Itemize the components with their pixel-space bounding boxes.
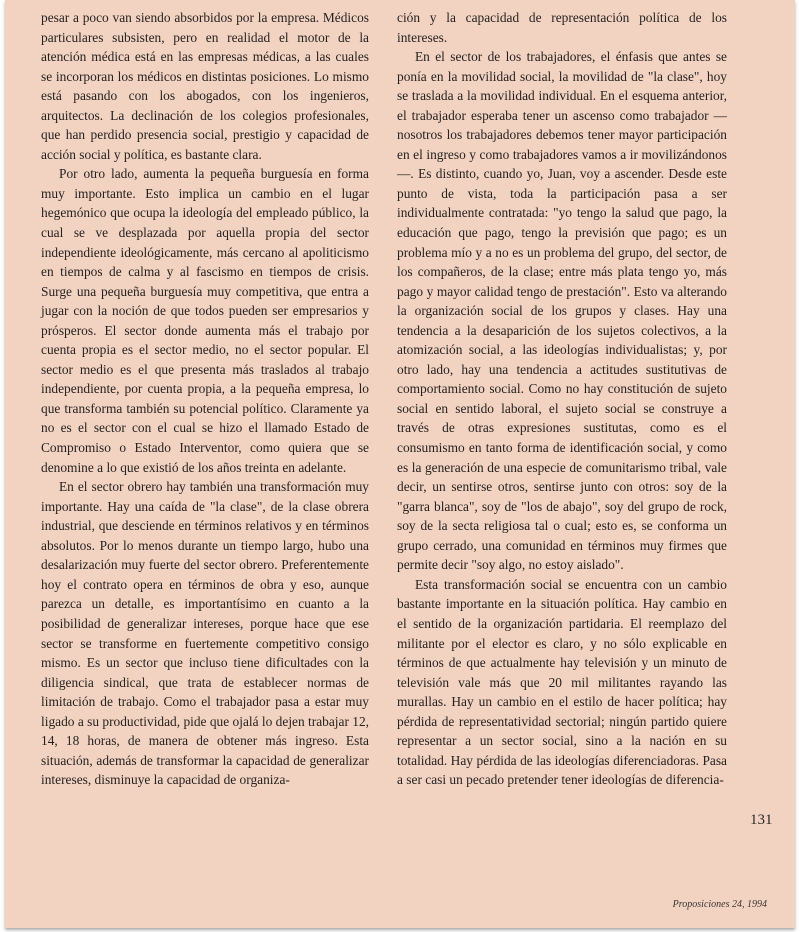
paragraph: Por otro lado, aumenta la pequeña burguesía en forma muy importante. Esto implica un cambio en el lugar hegemónico que ocupa la ideología del empleado público, la cual se ve desplazada por aquella propia del sector independiente ideológicamente, más cercano al apoliticismo en tiempos de calma y al fascismo en tiempos de crisis. Surge una pequeña burguesía muy competitiva, que entra a jugar con la noción de que todos pueden ser empresarios y prósperos. El sector donde aumenta más el trabajo por cuenta propia es el sector medio, no el sector popular. El sector medio es el que presenta más traslados al trabajo independiente, por cuenta propia, a la pequeña empresa, lo que transforma también su potencial político. Claramente ya no es el sector con el cual se hizo el llamado Estado de Compromiso o Estado Interventor, como quiera que se denomine a lo que existió de los años treinta en adelante. bbox=[41, 166, 369, 475]
left-text-column bbox=[41, 8, 369, 790]
paragraph: pesar a poco van siendo absorbidos por la empresa. Médicos particulares subsisten, pero en realidad el motor de la atención médica está en las empresas médicas, a las cuales se incorporan los médicos en distintas posiciones. Lo mismo está pasando con los abogados, con los ingenieros, arquitectos. La declinación de los colegios profesionales, que han perdido presencia social, prestigio y capacidad de acción social y política, es bastante clara. bbox=[41, 10, 369, 162]
document-page bbox=[5, 0, 795, 928]
paragraph: Esta transformación social se encuentra con un cambio bastante importante en la situación política. Hay cambio en el sentido de la organización partidaria. El reemplazo del militante por el elector es claro, y no sólo explicable en términos de que actualmente hay televisión y un minuto de televisión vale más que 20 mil militantes rayando las murallas. Hay un cambio en el estilo de hacer política; hay pérdida de representatividad sectorial; ningún partido quiere representar a un sector social, sino a la nación en su totalidad. Hay pérdida de las ideologías diferenciadoras. Pasa a ser casi un pecado pretender tener ideologías de diferencia- bbox=[397, 576, 727, 788]
paragraph: En el sector obrero hay también una transformación muy importante. Hay una caída de "la clase", de la clase obrera industrial, que desciende en términos relativos y en términos absolutos. Por lo menos durante un tiempo largo, hubo una desalarización muy fuerte del sector obrero. Preferentemente hoy el contrato opera en términos de obra y eso, aunque parezca un detalle, es importantísimo en cuanto a la posibilidad de generalizar intereses, porque hace que ese sector se transforme en fuertemente competitivo consigo mismo. Es un sector que incluso tiene dificultades con la diligencia sindical, que trata de establecer normas de limitación de trabajo. Como el trabajador pasa a estar muy ligado a su productividad, pide que ojalá lo dejen trabajar 12, 14, 18 horas, de manera de obtener más ingreso. Esta situación, además de transformar la capacidad de generalizar intereses, disminuye la capacidad de organiza- bbox=[41, 479, 369, 788]
footer-citation: Proposiciones 24, 1994 bbox=[672, 899, 767, 910]
paragraph: ción y la capacidad de representación política de los intereses. bbox=[397, 10, 727, 45]
right-text-column bbox=[397, 8, 727, 790]
page-number: 131 bbox=[750, 812, 773, 828]
paragraph: En el sector de los trabajadores, el énfasis que antes se ponía en la movilidad social, la movilidad de "la clase", hoy se traslada a la movilidad individual. En el esquema anterior, el trabajador esperaba tener un ascenso como trabajador —nosotros los trabajadores debemos tener mayor participación en el ingreso y como trabajadores vamos a ir movilizándonos—. Es distinto, cuando yo, Juan, voy a ascender. Desde este punto de vista, toda la participación pasa a ser individualmente contratada: "yo tengo la salud que pago, la educación que pago, tengo la previsión que pago; es un problema mío y a no es un problema del grupo, del sector, de los compañeros, de la clase; entre más plata tengo yo, más pago y mayor calidad tengo de prestación". Esto va alterando la organización social de los grupos y clases. Hay una tendencia a la desaparición de los sujetos colectivos, a la atomización social, a las ideologías individualistas; y, por otro lado, hay una tendencia a actitudes sustitutivas de comportamiento social. Como no hay constitución de sujeto social en sentido laboral, el sujeto social se construye a través de otras expresiones sustitutas, como es el consumismo en tanto forma de identificación social, y como es la generación de una especie de comunitarismo tribal, vale decir, un sentirse otros, sentirse junto con otros: soy de la "garra blanca", soy de "los de abajo", soy del grupo de rock, soy de la secta religiosa tal o cual; esto es, se conforma un grupo cerrado, una comunidad en términos muy firmes que permite decir "soy algo, no estoy aislado". bbox=[397, 49, 727, 573]
